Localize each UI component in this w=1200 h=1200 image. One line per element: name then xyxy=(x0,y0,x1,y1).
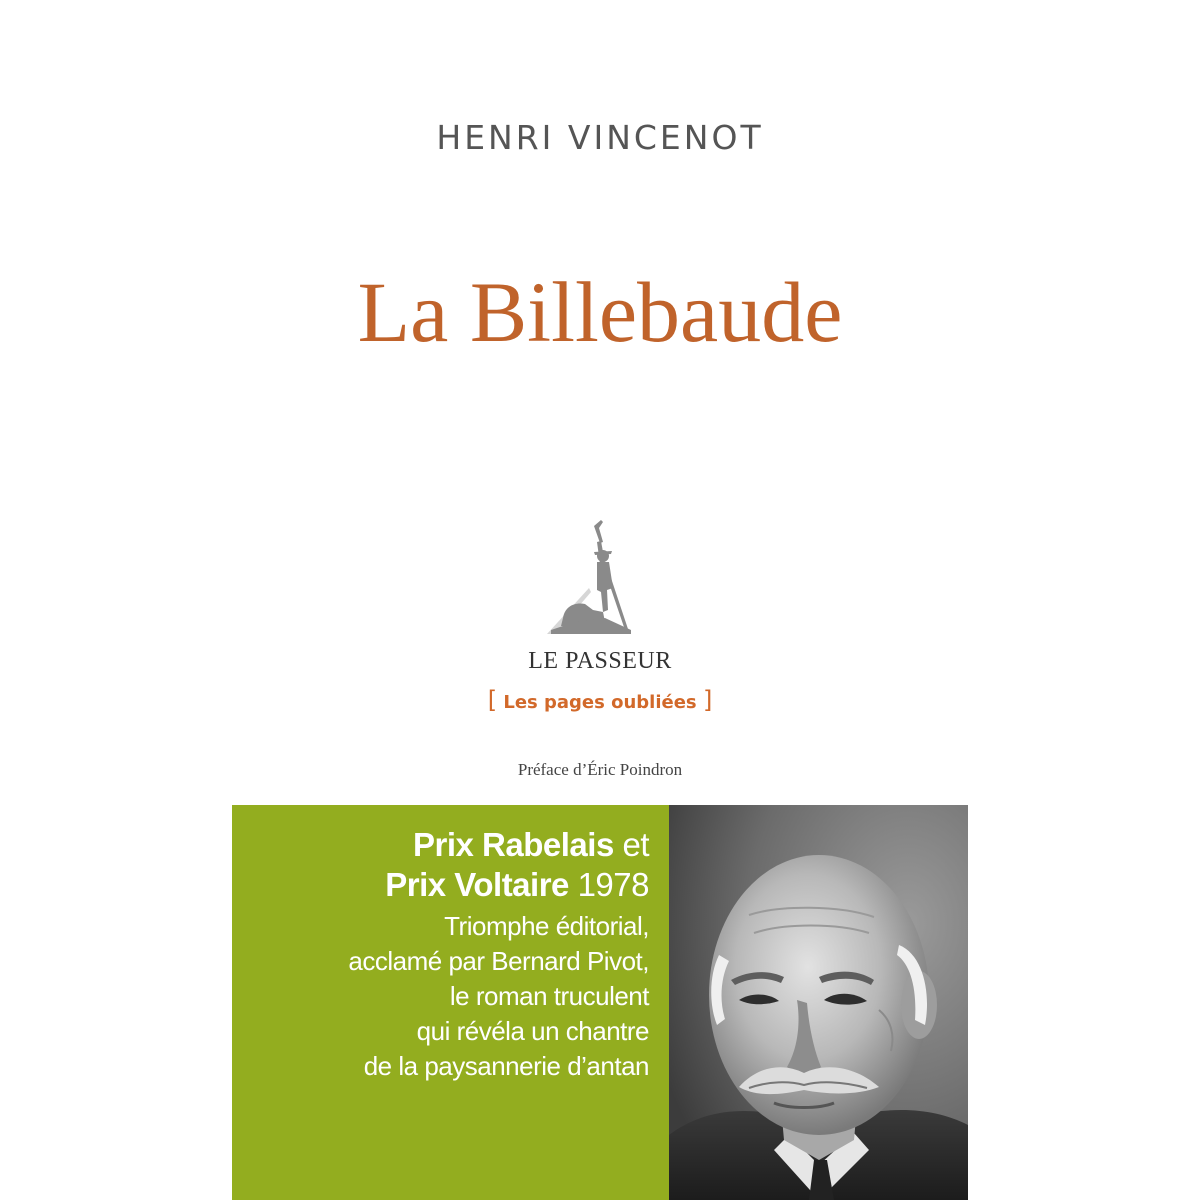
blurb-line: le roman truculent xyxy=(449,981,649,1011)
author-portrait xyxy=(669,805,968,1200)
prize-banner xyxy=(232,805,669,1200)
author-name: HENRI VINCENOT xyxy=(436,118,764,157)
prize-voltaire: Prix Voltaire xyxy=(385,866,569,903)
collection-label: Les pages oubliées xyxy=(503,692,697,713)
blurb-line: Triomphe éditorial, xyxy=(444,911,649,941)
publisher-name: LE PASSEUR xyxy=(528,648,672,674)
prize-line-2 xyxy=(229,865,649,905)
bracket-close: ] xyxy=(702,686,713,714)
blurb-line: acclamé par Bernard Pivot, xyxy=(348,946,649,976)
prize-line-2-rest: 1978 xyxy=(568,866,649,903)
blurb-line: de la paysannerie d’antan xyxy=(363,1051,649,1081)
logo-figure xyxy=(547,520,631,634)
preface-credit: Préface d’Éric Poindron xyxy=(517,760,683,779)
prize-rabelais: Prix Rabelais xyxy=(413,826,614,863)
prize-line-1 xyxy=(229,825,649,865)
portrait-head xyxy=(709,855,929,1135)
collection-name xyxy=(0,686,1200,714)
bracket-open: [ xyxy=(487,686,498,714)
prize-line-1-rest: et xyxy=(613,826,649,863)
banner-text xyxy=(229,825,649,1084)
shepherd-silhouette-icon xyxy=(545,518,645,638)
blurb-line: qui révéla un chantre xyxy=(416,1016,649,1046)
book-title: La Billebaude xyxy=(357,264,843,360)
blurb xyxy=(229,909,649,1084)
